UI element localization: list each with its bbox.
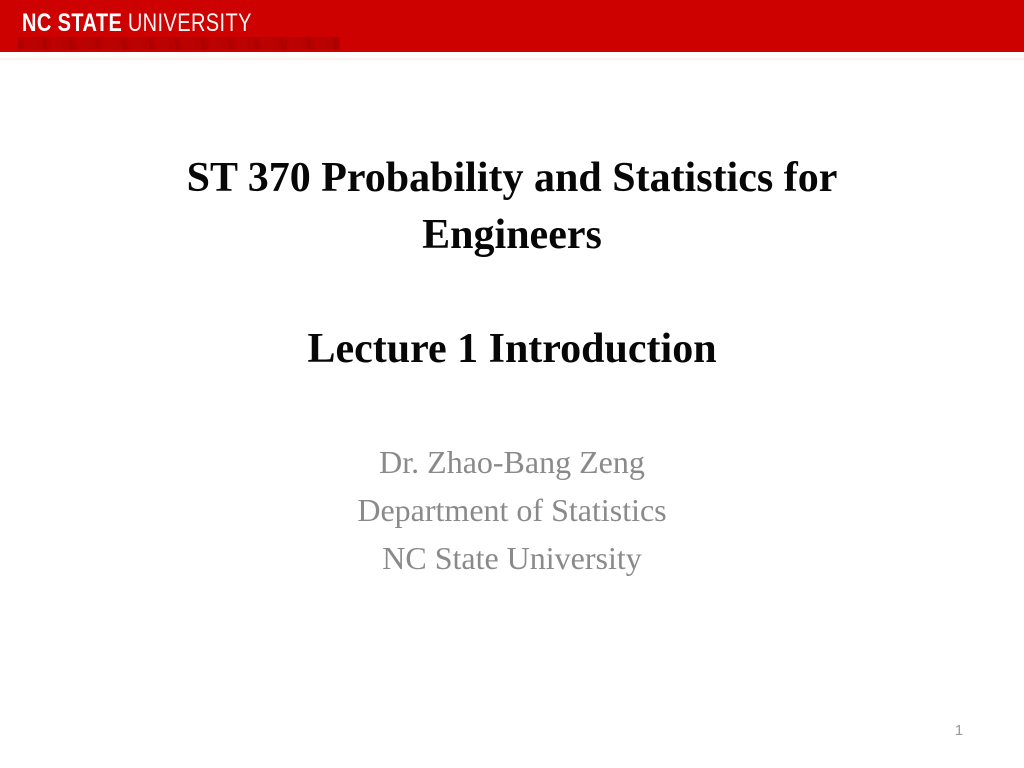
title-line-1: ST 370 Probability and Statistics for (186, 155, 838, 201)
title-line-2: Engineers (422, 212, 602, 258)
ncsu-logo (22, 11, 252, 36)
brand-bar-texture (18, 37, 340, 50)
author-name: Dr. Zhao-Bang Zeng (379, 444, 645, 480)
lecture-title: Lecture 1 Introduction (307, 326, 717, 372)
header-divider (0, 57, 1024, 61)
ncsu-logo-primary-text: NC STATE (22, 9, 123, 37)
ncsu-logo-secondary-text: UNIVERSITY (127, 9, 252, 37)
author-university: NC State University (382, 540, 642, 576)
ncsu-brand-bar (0, 0, 1024, 52)
author-department: Department of Statistics (357, 492, 667, 528)
slide-title (0, 150, 1024, 264)
page-number: 1 (954, 722, 964, 739)
authors-block (0, 438, 1024, 582)
